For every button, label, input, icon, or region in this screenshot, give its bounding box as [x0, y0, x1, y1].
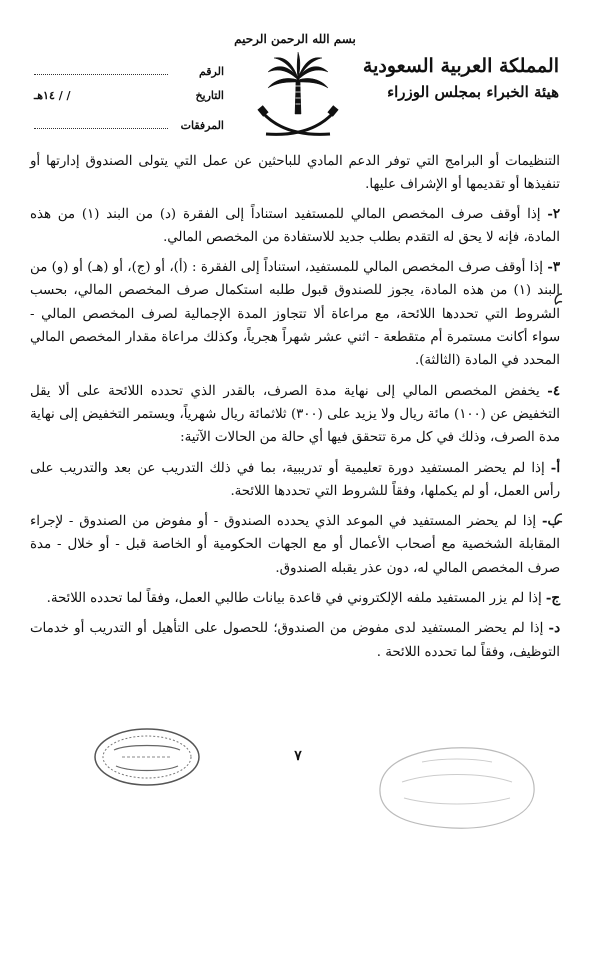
council-name: هيئة الخبراء بمجلس الوزراء	[387, 83, 559, 101]
subclause-item	[30, 617, 560, 664]
number-field-line	[34, 62, 168, 75]
official-seal-stamp-icon	[92, 726, 202, 788]
clause-number: ٣-	[547, 260, 560, 276]
attachments-label: المرفقات	[180, 119, 224, 132]
clause-item	[30, 256, 560, 372]
number-label: الرقم	[198, 65, 224, 78]
clause-item	[30, 203, 560, 250]
subclause-text: إذا لم يحضر المستفيد في الموعد الذي يحدده الصندوق - أو مفوض من الصندوق - لإجراء المقابلة الشخصية مع أصحاب الأعمال أو مع الجهات الحكومية أو الخاصة قبل - أو خلال - مدة صرف المخصص المالي له، دون عذر يقبله الصندوق.	[30, 514, 560, 576]
basmala: بسم الله الرحمن الرحيم	[234, 32, 356, 46]
intro-paragraph: التنظيمات أو البرامج التي توفر الدعم المادي للباحثين عن عمل التي يتولى الصندوق إدارتها أو تنفيذها أو تقديمها أو الإشراف عليها.	[30, 154, 560, 193]
date-value: / / ١٤هـ	[34, 89, 71, 102]
subclause-item	[30, 510, 560, 580]
meta-attachments-row	[34, 116, 224, 143]
subclause-text: إذا لم يزر المستفيد ملفه الإلكتروني في قاعدة بيانات طالبي العمل، وفقاً لما تحدده اللائحة.	[46, 591, 542, 607]
meta-date-row	[34, 89, 224, 116]
clause-item	[30, 380, 560, 450]
clause-text: إذا أوقف صرف المخصص المالي للمستفيد استناداً إلى الفقرة (د) من البند (١) من هذه المادة، فإنه لا يحق له التقدم بطلب جديد للاستفادة من المخصص المالي.	[30, 206, 560, 245]
subclause-item	[30, 587, 560, 610]
clause-number: ٢-	[547, 206, 561, 222]
margin-mark-icon	[552, 512, 564, 526]
document-meta	[34, 62, 224, 143]
palm-swords-emblem-icon	[248, 50, 348, 142]
attachments-field-line	[34, 116, 168, 129]
clause-text: يخفض المخصص المالي إلى نهاية مدة الصرف، بالقدر الذي تحدده اللائحة على ألا يقل التخفيض عن (١٠٠) مائة ريال ولا يزيد على (٣٠٠) ثلاثمائة ريال شهرياً، ويستمر التخفيض إلى نهاية مدة الصرف، وذلك في كل مرة تتحقق فيها أي حالة من الحالات الآتية:	[30, 383, 560, 446]
meta-number-row	[34, 62, 224, 89]
document-body	[30, 150, 560, 671]
margin-mark-icon	[552, 292, 564, 306]
subclause-text: إذا لم يحضر المستفيد لدى مفوض من الصندوق؛ للحصول على التأهيل أو التدريب أو خدمات التوظيف، وفقاً لما تحدده اللائحة .	[30, 621, 560, 660]
subclause-text: إذا لم يحضر المستفيد دورة تعليمية أو تدريبية، بما في ذلك التدريب عن بعد والتدريب على رأس العمل، أو لم يكملها، وفقاً للشروط التي تحددها اللائحة.	[30, 460, 560, 499]
letterhead-institution	[349, 52, 559, 104]
page-number: ٧	[294, 748, 302, 764]
official-seal-stamp-icon	[372, 742, 542, 834]
subclause-letter: د-	[548, 621, 560, 637]
kingdom-name: المملكة العربية السعودية	[362, 55, 559, 77]
clause-text: إذا أوقف صرف المخصص المالي للمستفيد، استناداً إلى الفقرة : (أ)، أو (ج)، أو (هـ) أو (و) من البند (١) من هذه المادة، يجوز للصندوق قبول طلبه استكمال صرف المخصص المالي، بحسب الشروط التي تحددها اللائحة، مع مراعاة ألا تتجاوز المدة الإجمالية لصرف المخصص المالي - سواء أكانت مستمرة أم متقطعة - اثني عشر شهراً هجرياً، وكذلك مراعاة مقدار المخصص المالي المحدد في المادة (الثالثة).	[30, 260, 560, 369]
subclause-item	[30, 457, 560, 504]
subclause-letter: ج-	[545, 591, 560, 607]
clause-number: ٤-	[547, 383, 560, 399]
date-label: التاريخ	[195, 89, 224, 102]
subclause-letter: ب-	[541, 514, 560, 530]
subclause-letter: أ-	[550, 460, 561, 476]
